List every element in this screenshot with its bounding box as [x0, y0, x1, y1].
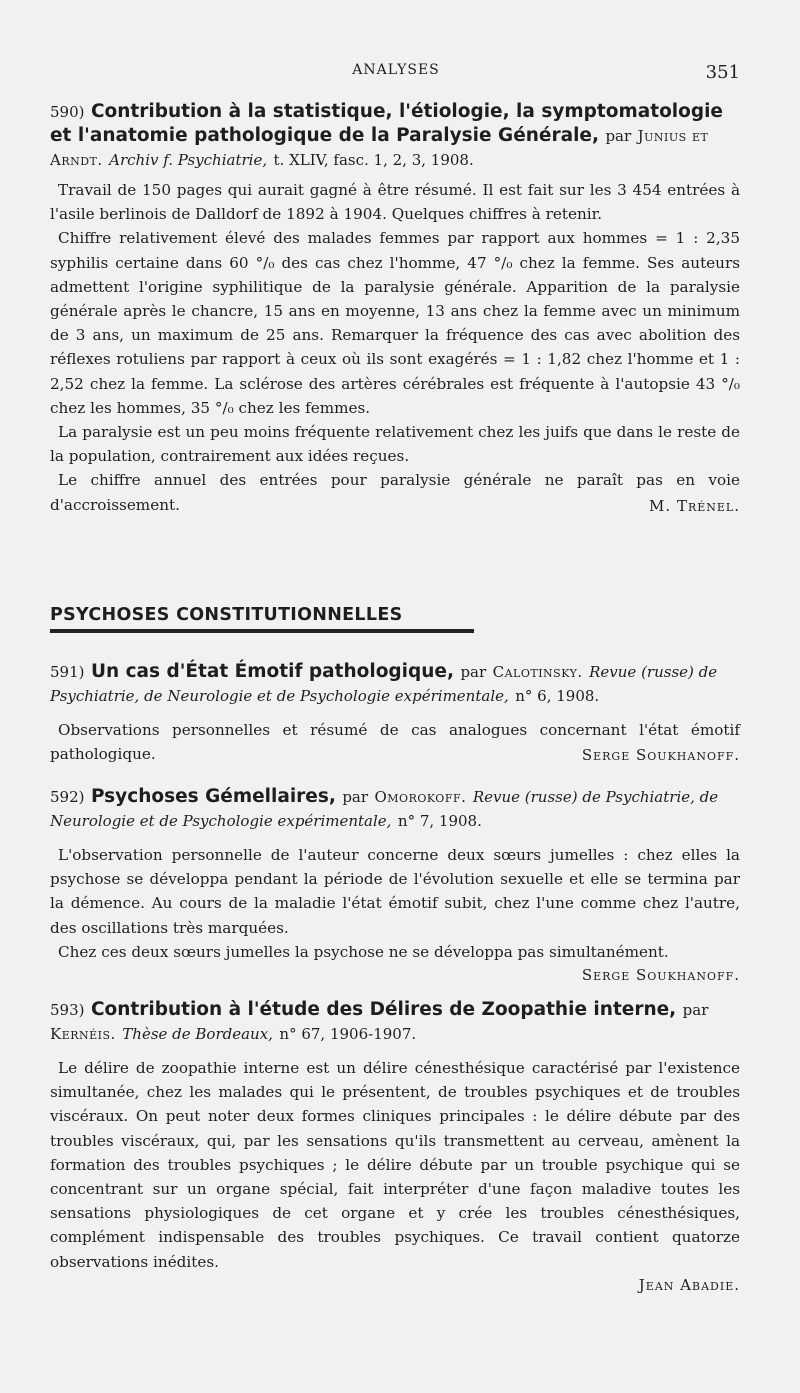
- source-prefix: par: [682, 1001, 709, 1019]
- entry-body: [50, 178, 740, 517]
- entry-number: 592): [50, 788, 85, 806]
- source-prefix: par: [342, 788, 369, 806]
- entry-authors: Omorokoff.: [374, 788, 467, 806]
- entry-592: [50, 785, 740, 986]
- paragraph: Observations personnelles et résumé de cas analogues concernant l'état émotif pathologique.: [50, 721, 740, 764]
- page-number: 351: [705, 62, 740, 83]
- entry-authors: Junius et Arndt.: [50, 127, 709, 169]
- entry-title-text: Contribution à l'étude des Délires de Zoopathie interne,: [90, 999, 677, 1020]
- paragraph: Chez ces deux sœurs jumelles la psychose ne se développa pas simultanément.: [58, 942, 669, 961]
- running-head: ANALYSES: [352, 62, 440, 78]
- entry-591: [50, 660, 740, 766]
- entry-title-text: Psychoses Gémellaires,: [90, 786, 336, 807]
- source-prefix: par: [460, 663, 487, 681]
- journal-name: Revue (russe) de Psychiatrie, de Neurologie et de Psychologie expérimentale,: [50, 788, 719, 830]
- journal-name: Thèse de Bordeaux,: [122, 1025, 273, 1043]
- signature: Serge Soukhanoff.: [581, 746, 740, 765]
- journal-name: Archiv f. Psychiatrie,: [109, 151, 268, 169]
- paragraph: Chiffre relativement élevé des malades femmes par rapport aux hommes = 1 : 2,35 syphilis certaine dans 60 °/₀ des cas chez l'homme, 47 °/₀ chez la femme. Ses auteurs admettent l'origine syphilitique de la paralysie générale. Apparition de la paralysie générale après le chancre, 15 ans en moyenne, 13 ans chez la femme avec un minimum de 3 ans, un maximum de 25 ans. Remarquer la fréquence des cas avec abolition des réflexes rotuliens par rapport à ceux où ils sont exagérés = 1 : 1,82 chez l'homme et 1 : 2,52 chez la femme. La sclérose des artères cérébrales est fréquente à l'autopsie 43 °/₀ chez les hommes, 35 °/₀ chez les femmes.: [50, 229, 740, 417]
- signature: Jean Abadie.: [638, 1275, 740, 1294]
- entry-title: [50, 785, 740, 833]
- entry-title-text: Un cas d'État Émotif pathologique,: [90, 661, 454, 682]
- entry-590: [50, 100, 740, 517]
- entry-title: [50, 100, 740, 172]
- paragraph: L'observation personnelle de l'auteur concerne deux sœurs jumelles : chez elles la psychose se développa pendant la période de l'évolution sexuelle et elle se termina par la démence. Au cours de la maladie l'état émotif subit, chez l'une comme chez l'autre, des oscillations très marquées.: [50, 846, 740, 937]
- publication-details: n° 6, 1908.: [515, 687, 600, 705]
- publication-details: n° 67, 1906-1907.: [279, 1025, 417, 1043]
- journal-name: Revue (russe) de Psychiatrie, de Neurologie et de Psychologie expérimentale,: [50, 663, 718, 705]
- entry-authors: Kernéis.: [50, 1025, 116, 1043]
- paragraph: La paralysie est un peu moins fréquente relativement chez les juifs que dans le reste de la population, contrairement aux idées reçues.: [50, 423, 740, 466]
- paragraph: Travail de 150 pages qui aurait gagné à être résumé. Il est fait sur les 3 454 entrées à l'asile berlinois de Dalldorf de 1892 à 1904. Quelques chiffres à retenir.: [50, 181, 740, 224]
- entry-body: [50, 843, 740, 964]
- paragraph: Le chiffre annuel des entrées pour paralysie générale ne paraît pas en voie d'accroissement.: [50, 471, 740, 514]
- entry-number: 591): [50, 663, 85, 681]
- section-heading: PSYCHOSES CONSTITUTIONNELLES: [50, 605, 474, 633]
- paragraph: Le délire de zoopathie interne est un délire cénesthésique caractérisé par l'existence simultanée, chez les malades qui le présentent, de troubles psychiques et de troubles viscéraux. On peut noter deux formes cliniques principales : le délire débute par des troubles viscéraux, qui, par les sensations qu'ils transmettent au cerveau, amènent la formation des troubles psychiques ; le délire débute par un trouble psychique qui se concentrant sur un organe spécial, fait interpréter d'une façon maladive toutes les sensations physiologiques de cet organe et y crée les troubles cénesthésiques, complément indispensable des troubles psychiques. Ce travail contient quatorze observations inédites.: [50, 1059, 740, 1271]
- entry-number: 593): [50, 1001, 85, 1019]
- source-prefix: par: [605, 127, 632, 145]
- entry-title: [50, 998, 740, 1046]
- signature: M. Trénel.: [649, 496, 740, 515]
- entry-authors: Calotinsky.: [492, 663, 583, 681]
- publication-details: n° 7, 1908.: [397, 812, 482, 830]
- entry-593: [50, 998, 740, 1296]
- page-header: [52, 62, 740, 86]
- entry-body: [50, 1056, 740, 1274]
- entry-number: 590): [50, 103, 85, 121]
- publication-details: t. XLIV, fasc. 1, 2, 3, 1908.: [273, 151, 474, 169]
- entry-title: [50, 660, 740, 708]
- entry-title-text: Contribution à la statistique, l'étiologie, la symptomatologie et l'anatomie pathologique de la Paralysie Générale,: [50, 101, 723, 146]
- signature: Serge Soukhanoff.: [581, 966, 740, 985]
